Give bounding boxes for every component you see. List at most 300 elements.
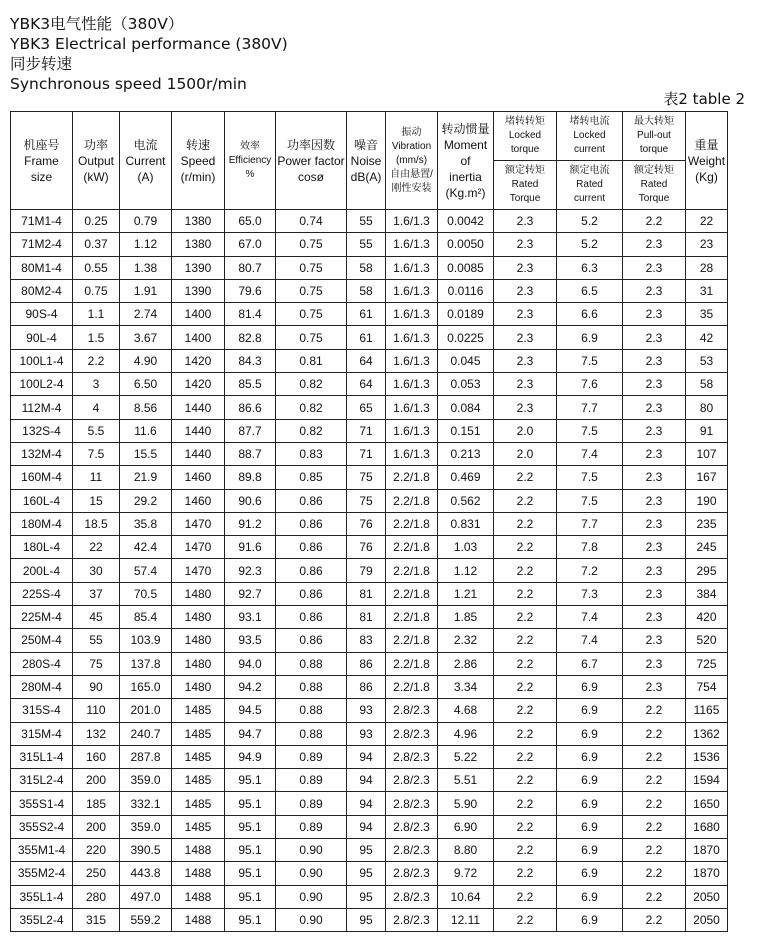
table-row [11, 373, 728, 396]
table-cell: 0.85 [276, 466, 347, 489]
table-cell: 2.3 [494, 256, 557, 279]
table-cell: 21.9 [120, 466, 172, 489]
table-cell: 7.5 [557, 349, 623, 372]
table-cell: 86.6 [225, 396, 276, 419]
table-cell: 80 [686, 396, 728, 419]
table-cell: 64 [347, 373, 386, 396]
column-header-line: 转动惯量 [441, 121, 490, 136]
table-cell: 3.67 [120, 326, 172, 349]
table-cell: 1400 [172, 303, 225, 326]
table-cell: 53 [686, 349, 728, 372]
table-cell: 6.9 [557, 769, 623, 792]
column-header-line: 效率 [240, 140, 260, 152]
table-cell: 2.2/1.8 [386, 559, 438, 582]
table-cell: 6.9 [557, 792, 623, 815]
table-cell: 64 [347, 349, 386, 372]
table-cell: 81 [347, 606, 386, 629]
table-cell: 58 [347, 279, 386, 302]
column-header-line: (Kg.m²) [445, 185, 486, 200]
table-cell: 0.90 [276, 908, 347, 931]
table-cell: 15 [73, 489, 120, 512]
table-cell: 2.8/2.3 [386, 792, 438, 815]
table-cell: 95 [347, 839, 386, 862]
table-cell: 497.0 [120, 885, 172, 908]
table-cell: 0.88 [276, 675, 347, 698]
table-cell: 2.2 [494, 536, 557, 559]
table-cell: 6.9 [557, 699, 623, 722]
table-cell: 1480 [172, 675, 225, 698]
table-cell: 2.3 [623, 419, 686, 442]
column-header-line: torque [639, 144, 669, 155]
table-cell: 1.21 [438, 582, 494, 605]
table-cell: 2.3 [623, 349, 686, 372]
column-header [276, 112, 347, 210]
table-cell: 0.86 [276, 629, 347, 652]
table-cell: 0.75 [276, 326, 347, 349]
table-row [11, 512, 728, 535]
table-cell: 100L1-4 [11, 349, 73, 372]
column-header-line: Current [125, 153, 166, 168]
table-cell: 3 [73, 373, 120, 396]
table-cell: 3.34 [438, 675, 494, 698]
table-cell: 93 [347, 699, 386, 722]
table-cell: 5.22 [438, 745, 494, 768]
column-header-line: 功率 [83, 137, 108, 152]
table-cell: 55 [73, 629, 120, 652]
speed-cn: 同步转速 [10, 55, 73, 73]
table-row [11, 792, 728, 815]
table-cell: 200 [73, 815, 120, 838]
table-cell: 0.82 [276, 396, 347, 419]
table-cell: 443.8 [120, 862, 172, 885]
table-cell: 355M1-4 [11, 839, 73, 862]
table-cell: 355S2-4 [11, 815, 73, 838]
table-cell: 1680 [686, 815, 728, 838]
table-cell: 2.2/1.8 [386, 629, 438, 652]
column-header-line: 电流 [133, 137, 158, 152]
table-cell: 1536 [686, 745, 728, 768]
table-cell: 137.8 [120, 652, 172, 675]
table-cell: 2.3 [623, 512, 686, 535]
table-cell: 1.6/1.3 [386, 210, 438, 233]
table-cell: 167 [686, 466, 728, 489]
table-cell: 0.74 [276, 210, 347, 233]
table-row [11, 839, 728, 862]
table-cell: 2.2 [494, 699, 557, 722]
column-header-line: Rated [511, 179, 539, 190]
table-cell: 2.3 [494, 233, 557, 256]
table-cell: 79.6 [225, 279, 276, 302]
table-cell: 2.8/2.3 [386, 699, 438, 722]
column-header-line: 振动 [401, 126, 422, 138]
table-cell: 5.2 [557, 233, 623, 256]
table-cell: 1440 [172, 419, 225, 442]
table-cell: 2.2 [494, 722, 557, 745]
table-row [11, 442, 728, 465]
table-cell: 1440 [172, 442, 225, 465]
table-body [11, 210, 728, 932]
table-cell: 2.2 [494, 466, 557, 489]
performance-table [10, 111, 728, 932]
table-row [11, 489, 728, 512]
table-cell: 245 [686, 536, 728, 559]
table-cell: 95.1 [225, 815, 276, 838]
table-cell: 86 [347, 652, 386, 675]
table-cell: 1488 [172, 862, 225, 885]
table-cell: 2.3 [623, 279, 686, 302]
column-header-line: 额定电流 [569, 165, 610, 176]
table-cell: 95 [347, 862, 386, 885]
table-cell: 1870 [686, 839, 728, 862]
table-cell: 1485 [172, 815, 225, 838]
table-cell: 95.1 [225, 885, 276, 908]
table-cell: 1.6/1.3 [386, 442, 438, 465]
table-cell: 6.9 [557, 815, 623, 838]
table-cell: 1470 [172, 536, 225, 559]
table-cell: 90S-4 [11, 303, 73, 326]
table-cell: 315L1-4 [11, 745, 73, 768]
table-cell: 2.8/2.3 [386, 815, 438, 838]
table-cell: 2.2 [73, 349, 120, 372]
table-cell: 0.469 [438, 466, 494, 489]
table-cell: 75 [347, 466, 386, 489]
table-row [11, 536, 728, 559]
table-cell: 7.5 [557, 419, 623, 442]
table-cell: 0.86 [276, 512, 347, 535]
table-cell: 55 [347, 233, 386, 256]
table-cell: 89.8 [225, 466, 276, 489]
table-cell: 1460 [172, 489, 225, 512]
table-cell: 94.7 [225, 722, 276, 745]
table-cell: 2.2 [623, 769, 686, 792]
table-cell: 22 [73, 536, 120, 559]
table-row [11, 419, 728, 442]
table-cell: 90.6 [225, 489, 276, 512]
table-cell: 2.3 [494, 373, 557, 396]
table-cell: 95 [347, 908, 386, 931]
table-cell: 2.3 [623, 396, 686, 419]
table-cell: 7.2 [557, 559, 623, 582]
table-cell: 0.0085 [438, 256, 494, 279]
column-header-line: Efficiency [228, 154, 272, 166]
table-cell: 1488 [172, 908, 225, 931]
table-cell: 1650 [686, 792, 728, 815]
table-cell: 45 [73, 606, 120, 629]
table-cell: 100L2-4 [11, 373, 73, 396]
table-cell: 0.88 [276, 722, 347, 745]
table-cell: 30 [73, 559, 120, 582]
table-cell: 1400 [172, 326, 225, 349]
table-cell: 2.3 [623, 652, 686, 675]
table-cell: 85.5 [225, 373, 276, 396]
column-header-line: 重量 [694, 137, 719, 152]
table-cell: 7.7 [557, 512, 623, 535]
table-cell: 2.2 [623, 815, 686, 838]
table-cell: 0.75 [276, 233, 347, 256]
table-cell: 80M2-4 [11, 279, 73, 302]
table-cell: 88.7 [225, 442, 276, 465]
column-header [623, 112, 686, 210]
table-cell: 2.3 [623, 256, 686, 279]
column-header [686, 112, 728, 210]
table-cell: 95.1 [225, 769, 276, 792]
table-cell: 0.55 [73, 256, 120, 279]
table-cell: 2.2 [494, 885, 557, 908]
table-cell: 31 [686, 279, 728, 302]
table-cell: 2.3 [623, 489, 686, 512]
table-cell: 91.2 [225, 512, 276, 535]
column-header-line: Pull-out [637, 130, 671, 141]
table-cell: 2.3 [494, 396, 557, 419]
speed-en: Synchronous speed 1500r/min [10, 75, 247, 93]
table-cell: 11 [73, 466, 120, 489]
table-cell: 1.85 [438, 606, 494, 629]
table-cell: 250 [73, 862, 120, 885]
column-header-line: Weight [687, 153, 726, 168]
table-row [11, 303, 728, 326]
column-header-line: Noise [350, 153, 382, 168]
title-cn: YBK3电气性能（380V） [10, 15, 184, 33]
table-cell: 2.2 [623, 792, 686, 815]
column-header [172, 112, 225, 210]
table-cell: 91.6 [225, 536, 276, 559]
table-cell: 2.3 [623, 606, 686, 629]
table-cell: 225M-4 [11, 606, 73, 629]
table-cell: 91 [686, 419, 728, 442]
table-cell: 165.0 [120, 675, 172, 698]
table-cell: 315S-4 [11, 699, 73, 722]
table-cell: 92.3 [225, 559, 276, 582]
table-row [11, 349, 728, 372]
table-cell: 355L2-4 [11, 908, 73, 931]
table-cell: 22 [686, 210, 728, 233]
table-cell: 110 [73, 699, 120, 722]
table-cell: 2.8/2.3 [386, 908, 438, 931]
table-cell: 65 [347, 396, 386, 419]
column-header-line: Torque [638, 193, 670, 204]
table-cell: 35 [686, 303, 728, 326]
table-cell: 2.2 [494, 606, 557, 629]
column-header-line: (r/min) [180, 169, 216, 184]
table-row [11, 582, 728, 605]
table-cell: 0.0225 [438, 326, 494, 349]
table-cell: 559.2 [120, 908, 172, 931]
table-cell: 1485 [172, 769, 225, 792]
table-cell: 1.12 [120, 233, 172, 256]
table-cell: 1485 [172, 699, 225, 722]
column-header [347, 112, 386, 210]
table-cell: 95.1 [225, 908, 276, 931]
table-cell: 1480 [172, 606, 225, 629]
table-cell: 1.5 [73, 326, 120, 349]
table-cell: 2.8/2.3 [386, 839, 438, 862]
table-cell: 58 [686, 373, 728, 396]
table-cell: 94.2 [225, 675, 276, 698]
table-row [11, 885, 728, 908]
table-cell: 2.3 [623, 629, 686, 652]
column-header-line: (mm/s) [395, 154, 428, 166]
table-cell: 1380 [172, 210, 225, 233]
table-cell: 1.12 [438, 559, 494, 582]
table-cell: 7.4 [557, 442, 623, 465]
table-cell: 82.8 [225, 326, 276, 349]
table-cell: 190 [686, 489, 728, 512]
column-header-line: dB(A) [350, 169, 382, 184]
table-cell: 35.8 [120, 512, 172, 535]
table-row [11, 652, 728, 675]
table-cell: 0.37 [73, 233, 120, 256]
table-cell: 1480 [172, 652, 225, 675]
table-cell: 0.88 [276, 699, 347, 722]
table-cell: 0.82 [276, 419, 347, 442]
table-cell: 1870 [686, 862, 728, 885]
column-header-line: 额定转矩 [634, 165, 674, 176]
table-cell: 7.7 [557, 396, 623, 419]
table-cell: 355S1-4 [11, 792, 73, 815]
table-cell: 75 [347, 489, 386, 512]
table-cell: 7.4 [557, 606, 623, 629]
table-cell: 2.0 [494, 419, 557, 442]
table-cell: 7.5 [557, 489, 623, 512]
table-row [11, 559, 728, 582]
table-cell: 1470 [172, 559, 225, 582]
column-header [73, 112, 120, 210]
table-cell: 1.6/1.3 [386, 396, 438, 419]
table-cell: 0.86 [276, 536, 347, 559]
column-header-line: 噪音 [353, 137, 378, 152]
table-cell: 2.2/1.8 [386, 536, 438, 559]
table-cell: 160M-4 [11, 466, 73, 489]
column-header-line: (Kg) [695, 169, 718, 184]
table-cell: 355M2-4 [11, 862, 73, 885]
table-cell: 6.9 [557, 839, 623, 862]
column-header-line: Speed [180, 153, 216, 168]
table-cell: 87.7 [225, 419, 276, 442]
table-cell: 280 [73, 885, 120, 908]
table-cell: 2.2/1.8 [386, 675, 438, 698]
table-cell: 1380 [172, 233, 225, 256]
table-cell: 1485 [172, 745, 225, 768]
table-cell: 4.96 [438, 722, 494, 745]
title-en: YBK3 Electrical performance (380V) [10, 35, 288, 53]
table-cell: 2.2/1.8 [386, 582, 438, 605]
table-cell: 2.8/2.3 [386, 769, 438, 792]
table-cell: 1485 [172, 722, 225, 745]
table-cell: 0.86 [276, 582, 347, 605]
column-header-line: Locked [508, 130, 542, 141]
table-cell: 1480 [172, 629, 225, 652]
table-cell: 1.6/1.3 [386, 419, 438, 442]
table-cell: 0.86 [276, 606, 347, 629]
table-cell: 1488 [172, 839, 225, 862]
table-cell: 280M-4 [11, 675, 73, 698]
column-header-line: Frame [24, 153, 59, 168]
column-header-line: Locked [573, 130, 606, 141]
table-cell: 75 [73, 652, 120, 675]
table-cell: 280S-4 [11, 652, 73, 675]
table-cell: 81.4 [225, 303, 276, 326]
table-cell: 6.9 [557, 326, 623, 349]
table-cell: 235 [686, 512, 728, 535]
table-cell: 4.68 [438, 699, 494, 722]
table-cell: 81 [347, 582, 386, 605]
table-cell: 0.81 [276, 349, 347, 372]
table-cell: 2.2 [494, 815, 557, 838]
column-header [120, 112, 172, 210]
table-row [11, 326, 728, 349]
table-row [11, 722, 728, 745]
table-cell: 0.89 [276, 815, 347, 838]
table-row [11, 769, 728, 792]
table-cell: 1390 [172, 279, 225, 302]
column-header-line: 机座号 [23, 137, 60, 152]
column-header-line: current [573, 144, 606, 155]
table-cell: 67.0 [225, 233, 276, 256]
table-cell: 93.5 [225, 629, 276, 652]
table-cell: 2.3 [623, 442, 686, 465]
column-header [438, 112, 494, 210]
table-cell: 80M1-4 [11, 256, 73, 279]
table-cell: 384 [686, 582, 728, 605]
table-cell: 2.2 [494, 675, 557, 698]
table-cell: 6.50 [120, 373, 172, 396]
table-cell: 201.0 [120, 699, 172, 722]
table-cell: 85.4 [120, 606, 172, 629]
table-cell: 6.9 [557, 862, 623, 885]
table-cell: 0.0050 [438, 233, 494, 256]
column-header-line: Output [77, 153, 115, 168]
table-row [11, 210, 728, 233]
table-cell: 0.86 [276, 489, 347, 512]
table-cell: 287.8 [120, 745, 172, 768]
table-cell: 2.2 [623, 862, 686, 885]
table-cell: 2.8/2.3 [386, 862, 438, 885]
table-cell: 2.8/2.3 [386, 745, 438, 768]
table-cell: 6.9 [557, 722, 623, 745]
table-cell: 1420 [172, 349, 225, 372]
table-cell: 0.90 [276, 885, 347, 908]
column-header-line: 自由悬置/ [390, 168, 433, 180]
table-cell: 0.89 [276, 745, 347, 768]
table-cell: 42 [686, 326, 728, 349]
table-cell: 92.7 [225, 582, 276, 605]
column-header-line: 堵转电流 [569, 116, 610, 127]
table-cell: 240.7 [120, 722, 172, 745]
table-cell: 2.3 [494, 326, 557, 349]
table-row [11, 629, 728, 652]
table-cell: 2.3 [623, 466, 686, 489]
table-cell: 2.2 [623, 839, 686, 862]
table-cell: 2.3 [623, 303, 686, 326]
table-row [11, 256, 728, 279]
table-cell: 295 [686, 559, 728, 582]
table-cell: 1470 [172, 512, 225, 535]
table-cell: 185 [73, 792, 120, 815]
table-cell: 1.6/1.3 [386, 279, 438, 302]
table-cell: 2.3 [623, 675, 686, 698]
table-cell: 0.213 [438, 442, 494, 465]
table-cell: 5.2 [557, 210, 623, 233]
table-cell: 0.151 [438, 419, 494, 442]
table-cell: 71 [347, 442, 386, 465]
table-cell: 94 [347, 745, 386, 768]
column-header-line: Moment [443, 137, 488, 152]
table-row [11, 675, 728, 698]
table-cell: 8.56 [120, 396, 172, 419]
table-cell: 86 [347, 675, 386, 698]
table-cell: 1165 [686, 699, 728, 722]
table-cell: 7.6 [557, 373, 623, 396]
